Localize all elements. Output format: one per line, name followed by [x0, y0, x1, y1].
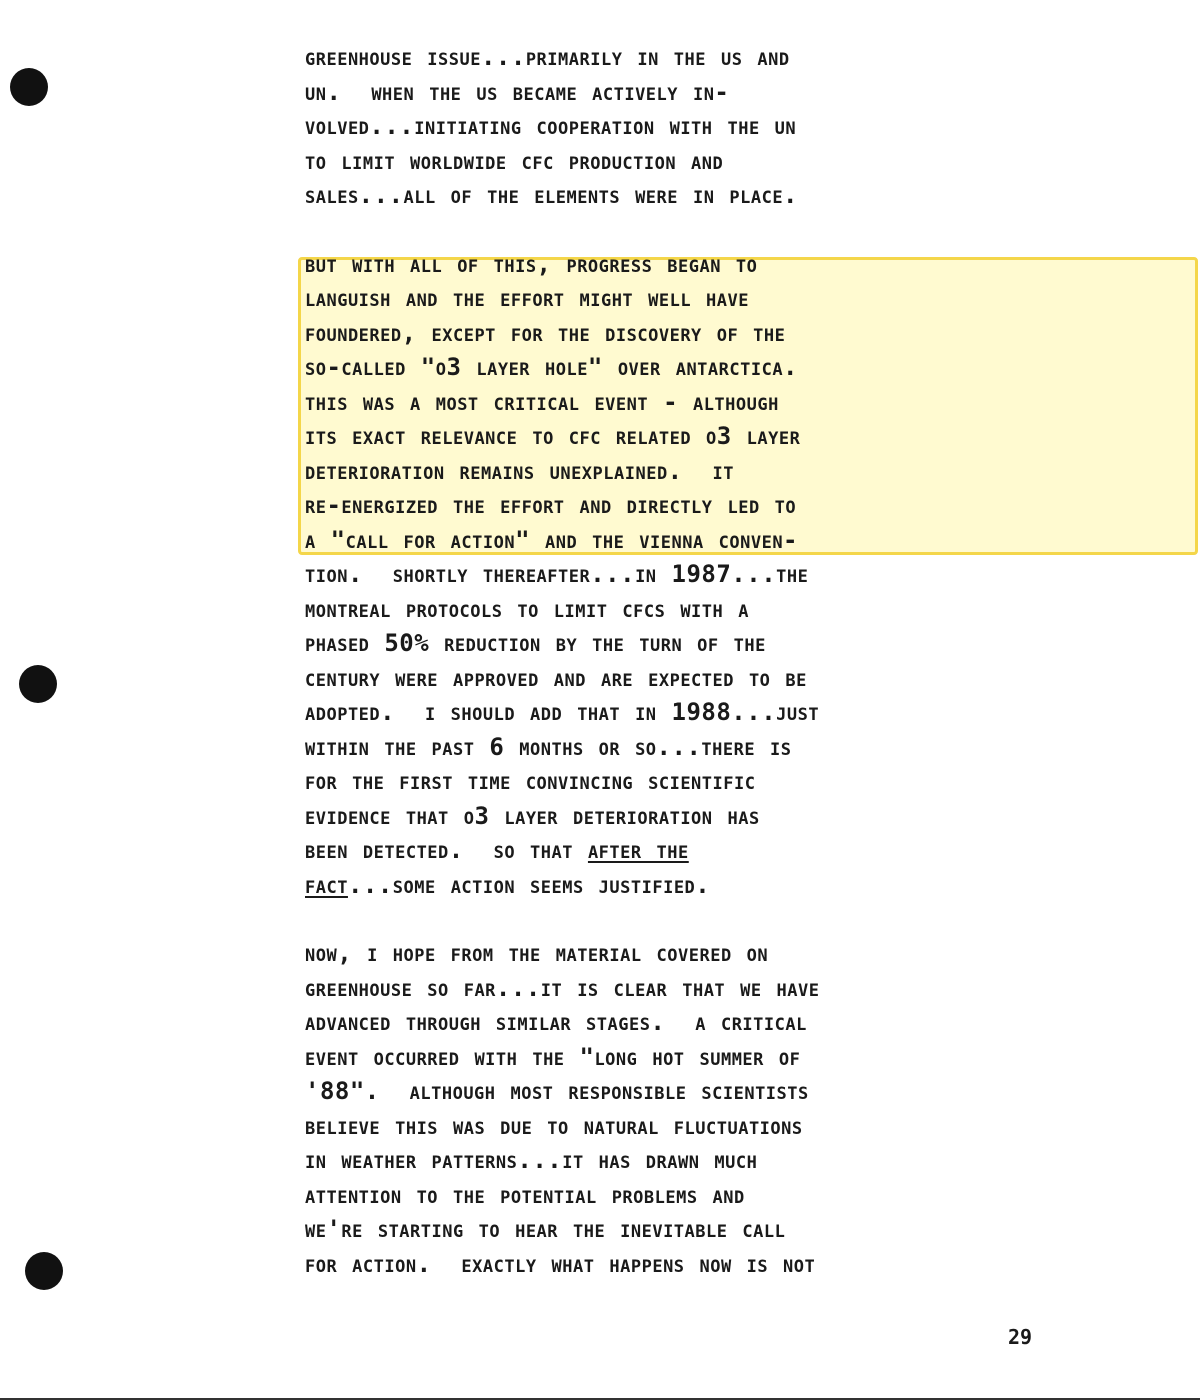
text-line: montreal protocols to limit cfcs with a	[305, 594, 749, 623]
text-line: we're starting to hear the inevitable call	[305, 1215, 786, 1243]
text-line: in weather patterns...it has drawn much	[305, 1146, 758, 1174]
text-line: deterioration remains unexplained. it	[305, 456, 734, 485]
text-line: a "call for action" and the vienna conven-	[305, 525, 799, 554]
text-line: un. when the us became actively in-	[305, 77, 730, 106]
text-line: foundered, except for the discovery of the	[305, 318, 786, 347]
text-line: its exact relevance to cfc related o3 layer	[305, 422, 801, 450]
text-line: century were approved and are expected to be	[305, 663, 807, 692]
text-line: re-energized the effort and directly led to	[305, 491, 797, 519]
paragraph-3	[305, 936, 1105, 1281]
text-line: for action. exactly what happens now is not	[305, 1249, 816, 1278]
text-line: so-called "o3 layer hole" over antarctica.	[305, 353, 799, 381]
text-segment: been detected. so that	[305, 836, 588, 864]
text-line: this was a most critical event - although	[305, 387, 779, 416]
text-line: phased 50% reduction by the turn of the	[305, 629, 766, 657]
binder-hole	[10, 68, 48, 106]
binder-hole	[25, 1252, 63, 1290]
text-line: but with all of this, progress began to	[305, 249, 758, 278]
text-line: now, i hope from the material covered on	[305, 939, 769, 967]
text-line: tion. shortly thereafter...in 1987...the	[305, 560, 809, 588]
text-line-mixed	[305, 833, 1105, 868]
text-line: event occurred with the "long hot summer of	[305, 1042, 801, 1071]
text-line: advanced through similar stages. a critical	[305, 1008, 807, 1036]
text-segment: ...some action seems justified.	[347, 870, 711, 899]
text-line-mixed	[305, 868, 1105, 903]
paragraph-2	[305, 247, 1105, 903]
text-line: believe this was due to natural fluctuations	[305, 1111, 803, 1140]
text-line: for the first time convincing scientific	[305, 767, 756, 795]
text-line: adopted. i should add that in 1988...just	[305, 698, 820, 726]
page-number: 29	[1008, 1325, 1033, 1349]
text-line: sales...all of the elements were in place.	[305, 181, 799, 209]
text-line: greenhouse so far...it is clear that we have	[305, 973, 820, 1002]
underlined-text: fact	[305, 870, 348, 899]
document-body	[305, 40, 1105, 1281]
text-line: '88". although most responsible scientists	[305, 1077, 809, 1105]
paragraph-1	[305, 40, 1105, 213]
text-line: attention to the potential problems and	[305, 1180, 745, 1209]
text-line: evidence that o3 layer deterioration has	[305, 801, 760, 830]
underlined-text: after the	[587, 836, 689, 864]
binder-hole	[19, 665, 57, 703]
text-line: volved...initiating cooperation with the un	[305, 112, 797, 140]
text-line: within the past 6 months or so...there is	[305, 732, 792, 761]
text-line: languish and the effort might well have	[305, 284, 749, 312]
paragraph-gap	[305, 902, 1105, 936]
text-line: to limit worldwide cfc production and	[305, 146, 724, 175]
text-line: greenhouse issue...primarily in the us and	[305, 43, 790, 71]
paragraph-gap	[305, 213, 1105, 247]
